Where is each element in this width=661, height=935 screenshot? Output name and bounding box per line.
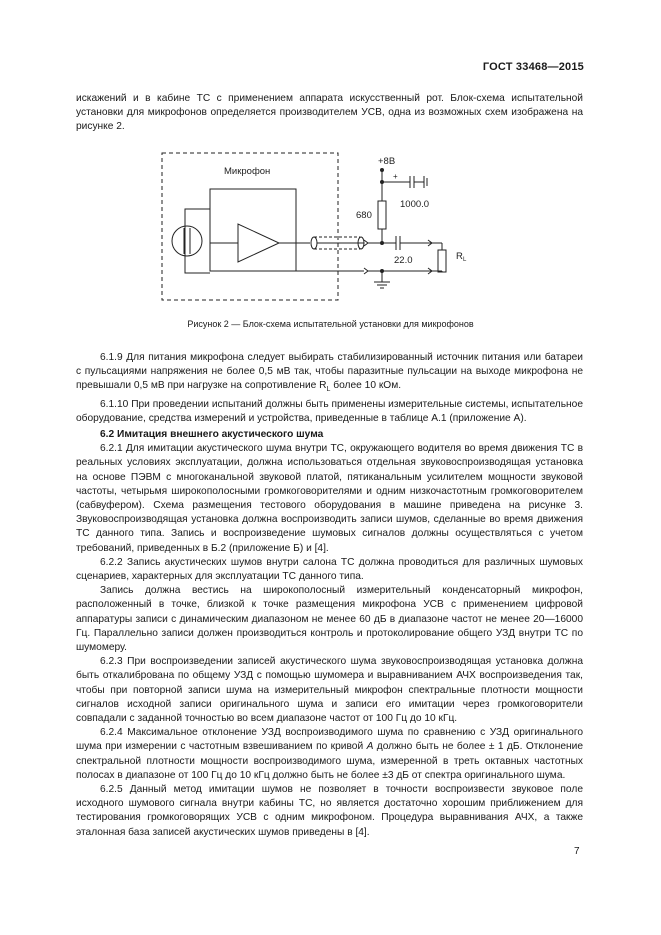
page-number: 7 bbox=[574, 846, 580, 857]
section-6-2 bbox=[76, 428, 583, 840]
paragraph-6-1-10: 6.1.10 При проведении испытаний должны быть применены измерительные системы, испытательное оборудование, средства измерений и устройства, приведенные в таблице А.1 (приложение А). bbox=[76, 398, 583, 424]
resistor-680-label: 680 bbox=[356, 210, 372, 221]
paragraph-6-1-9-text: 6.1.9 Для питания микрофона следует выбирать стабилизированный источник питания или батареи с пульсациями напряжения не более 0,5 мВ так, чтобы паразитные пульсации на выходе микрофона не превышали 0,5 мВ при нагрузке на сопротивление R bbox=[76, 352, 583, 392]
section-6-1 bbox=[76, 351, 583, 426]
curve-a-label: А bbox=[366, 741, 374, 753]
plus-sign: + bbox=[393, 172, 398, 181]
capacitor-22-label: 22.0 bbox=[394, 255, 413, 266]
load-label: R bbox=[456, 251, 463, 262]
paragraph-6-2-1: 6.2.1 Для имитации акустического шума внутри ТС, окружающего водителя во время движения ТС в реальных условиях эксплуатации, должна использоваться отдельная звуковоспроизводящая установка на основе ПЭВМ с многоканальной звуковой платой, пятиканальным усилителем мощности звуковой частоты, четырьмя широкополосными громкоговорителями и одним низкочастотным громкоговорителем (сабвуфером). Схема размещения тестового оборудования в машине приведена на рисунке 3. Звуковоспроизводящая установка должна воспроизводить записи шумов, сделанные во время движения ТС данного типа. Запись и воспроизведение шумовых сигналов должны осуществляться с учетом требований, приведенных в Б.2 (приложение Б) и [4]. bbox=[76, 443, 583, 554]
paragraph-6-1-9 bbox=[76, 351, 583, 398]
intro-block bbox=[76, 92, 583, 135]
rl-subscript: L bbox=[326, 386, 331, 394]
paragraph-6-2-4-b: должно быть не более ± 1 дБ. Отклонение спектральной плотности мощности воспроизводимого шума, измеренной в треть октавных частотных полосах в диапазоне от 100 Гц до 10 кГц должно быть не более ±3 дБ от спектра оригинального шума. bbox=[76, 741, 583, 781]
paragraph-6-2-2: 6.2.2 Запись акустических шумов внутри салона ТС должна проводиться для различных шумовых сценариев, характерных для эксплуатации ТС данного типа. bbox=[76, 556, 583, 583]
figure-2 bbox=[0, 146, 661, 316]
capacitor-1000-label: 1000.0 bbox=[400, 199, 430, 210]
paragraph-6-2-2b: Запись должна вестись на широкополосный измерительный конденсаторный микрофон, расположенный в точке, близкой к точке размещения микрофона УСВ с применением цифровой аппаратуры записи с динамическим диапазоном не менее 60 дБ в диапазоне частот не менее 20—16000 Гц. Параллельно записи должен производиться контроль и протоколирование общего УЗД внутри ТС по шумомеру. bbox=[76, 585, 583, 654]
amplifier-symbol bbox=[238, 224, 279, 262]
amplifier-box bbox=[210, 189, 296, 271]
load-resistor bbox=[438, 250, 446, 272]
circuit-diagram bbox=[0, 146, 661, 316]
intro-paragraph: искажений и в кабине ТС с применением аппарата искусственный рот. Блок-схема испытательной установки для микрофонов определяется производителем УСВ, одна из возможных схем изображена на рисунке 2. bbox=[76, 93, 583, 133]
coax-connector-left bbox=[311, 237, 317, 249]
microphone-label: Микрофон bbox=[224, 166, 271, 177]
resistor-680 bbox=[378, 201, 386, 229]
figure-caption: Рисунок 2 — Блок-схема испытательной установки для микрофонов bbox=[187, 319, 474, 329]
section-heading: 6.2 Имитация внешнего акустического шума bbox=[100, 429, 324, 440]
paragraph-6-2-5: 6.2.5 Данный метод имитации шумов не позволяет в точности воспроизвести звуковое поле исходного шумового сигнала внутри кабины ТС, но является достаточно хорошим приближением для тестирования громкоговорящих УСВ с одним микрофоном. Процедура выравнивания АЧХ, а также эталонная база записей акустических шумов приведены в [4]. bbox=[76, 784, 583, 838]
paragraph-6-2-4 bbox=[76, 726, 583, 783]
paragraph-6-2-3: 6.2.3 При воспроизведении записей акустического шума звуковоспроизводящая установка должна быть откалибрована по общему УЗД с помощью шумомера и выравниванием АЧХ воспроизведения так, чтобы при повторной записи шума на измерительный микрофон спектральные плотности мощности сигналов исходной записи оригинального шума и записи его имитации через громкоговорители совпадали с заданной точностью во всем диапазоне частот от 100 Гц до 10 кГц. bbox=[76, 656, 583, 725]
load-label-sub: L bbox=[463, 257, 467, 263]
document-header: ГОСТ 33468—2015 bbox=[482, 61, 584, 73]
voltage-label: +8В bbox=[378, 156, 396, 167]
paragraph-6-1-9-end: более 10 кОм. bbox=[330, 380, 402, 392]
paragraph-6-2-4-a: 6.2.4 Максимальное отклонение УЗД воспроизводимого шума по сравнению с УЗД оригинального шума при измерении с частотным взвешиванием по кривой bbox=[76, 727, 583, 753]
microphone-capsule-icon bbox=[172, 226, 202, 256]
capsule-wiring bbox=[185, 209, 210, 273]
